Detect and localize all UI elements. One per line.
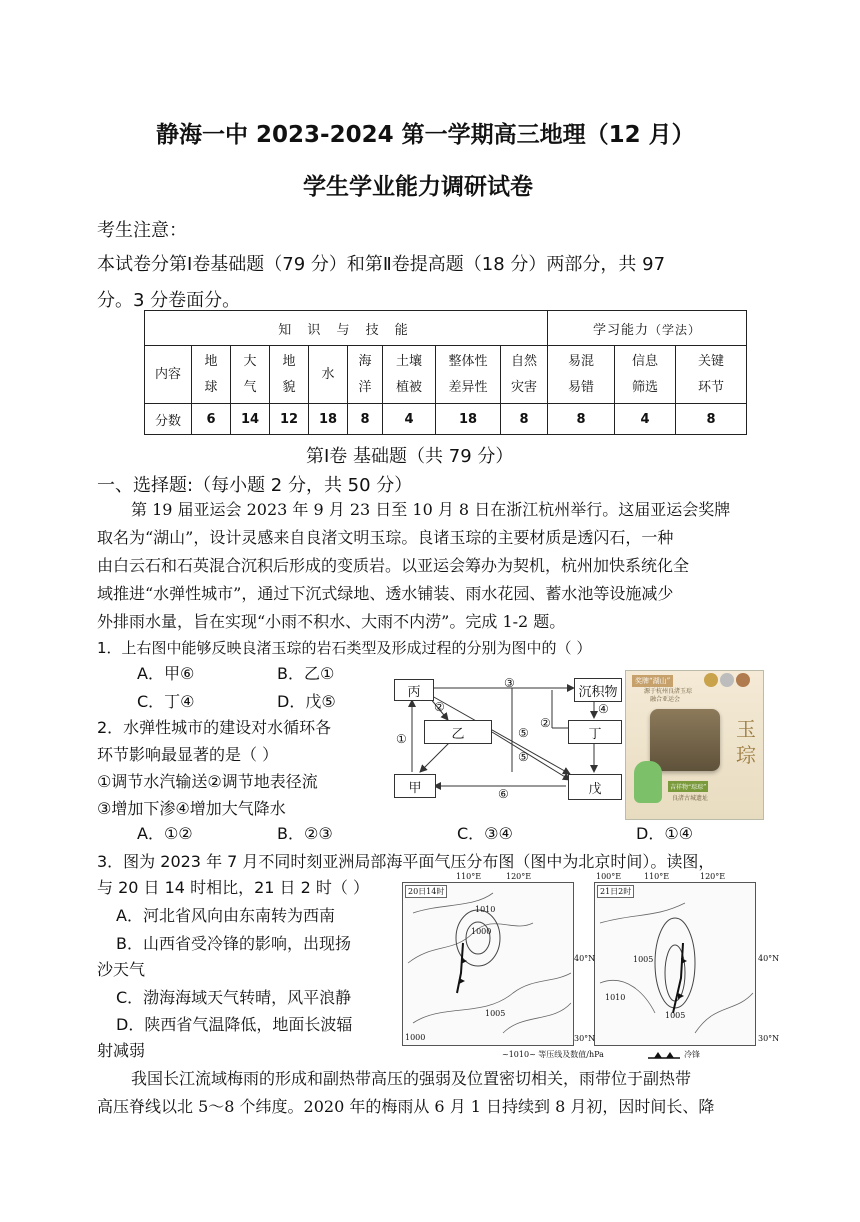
q3-stem-line2: 与 20 日 14 时相比，21 日 2 时（ ） (97, 878, 369, 897)
poster-glyph-2: 琮 (736, 743, 756, 767)
q1-option-d: D．戊⑤ (277, 692, 336, 711)
node-yi: 乙 (424, 720, 492, 744)
intro-line: 外排雨水量，旨在实现“小雨不积水、大雨不内涝”。完成 1-2 题。 (97, 612, 566, 631)
map2-lon-120: 120°E (700, 872, 726, 881)
label-4: ④ (598, 702, 609, 716)
jade-cong-poster (625, 670, 764, 820)
label-2b: ② (540, 716, 551, 730)
legend-isobar: ~1010~ 等压线及数值/hPa (502, 1050, 604, 1059)
node-sediment: 沉积物 (574, 678, 622, 702)
poster-mascot-tag: 吉祥物“琮琮” (668, 781, 708, 792)
label-3: ③ (504, 676, 515, 690)
jade-cong-image (650, 709, 720, 771)
score-cell: 14 (231, 404, 270, 435)
q3-stem-line1: 3．图为 2023 年 7 月不同时刻亚洲局部海平面气压分布图（图中为北京时间）。读图， (97, 852, 715, 871)
node-jia: 甲 (394, 774, 436, 798)
q1-option-b: B．乙① (277, 664, 335, 683)
map1-lat-30: 30°N (574, 1034, 596, 1043)
q3-option-b-line1: B．山西省受冷锋的影响，出现扬 (116, 934, 351, 953)
score-table-score-row (145, 404, 747, 435)
map2-time: 21日2时 (597, 885, 634, 898)
meiyu-line: 高压脊线以北 5～8 个纬度。2020 年的梅雨从 6 月 1 日持续到 8 月初，因时间长、降 (97, 1097, 715, 1116)
map2-lon-110: 110°E (644, 872, 670, 881)
page-title: 静海一中 2023-2024 第一学期高三地理（12 月） (156, 122, 695, 148)
score-table-content-row (145, 346, 747, 404)
col-info: 信息 筛选 (615, 346, 676, 404)
q1-option-a: A．甲⑥ (137, 664, 195, 683)
q2-option-a: A．①② (137, 824, 193, 843)
q2-option-c: C．③④ (457, 824, 513, 843)
page-subtitle: 学生学业能力调研试卷 (303, 174, 533, 200)
col-earth: 地 球 (192, 346, 231, 404)
q3-option-d-line2: 射减弱 (97, 1041, 146, 1060)
col-key: 关键 环节 (676, 346, 747, 404)
intro-line: 第 19 届亚运会 2023 年 9 月 23 日至 10 月 8 日在浙江杭州举行。这届亚运会奖牌 (131, 500, 731, 519)
map2-lon-100: 100°E (596, 872, 622, 881)
notice-label: 考生注意： (97, 220, 187, 241)
col-water: 水 (309, 346, 348, 404)
score-cell: 8 (348, 404, 383, 435)
col-soil: 土壤 植被 (383, 346, 436, 404)
poster-top-tag: 奖牌“湖山” (632, 675, 673, 687)
weather-map-2-isobars (595, 883, 755, 1045)
col-integrity: 整体性 差异性 (436, 346, 501, 404)
poster-subtext-2: 融合亚运会 (650, 696, 681, 703)
map1-lat-40: 40°N (574, 954, 596, 963)
map1-1000-low: 1000 (471, 927, 492, 936)
score-cell: 4 (383, 404, 436, 435)
score-cell: 8 (676, 404, 747, 435)
score-cell: 8 (501, 404, 548, 435)
mascot-icon (634, 761, 662, 803)
score-cell: 4 (615, 404, 676, 435)
notice-line2: 分。3 分卷面分。 (97, 290, 241, 311)
q2-option-b: B．②③ (277, 824, 333, 843)
node-bing: 丙 (394, 679, 434, 701)
q2-option-d: D．①④ (636, 824, 694, 843)
col-confusion: 易混 易错 (548, 346, 615, 404)
q3-option-c: C．渤海海域天气转晴，风平浪静 (116, 988, 352, 1007)
node-wu: 戊 (568, 774, 622, 800)
score-cell: 12 (270, 404, 309, 435)
poster-subtext-1: 源于杭州良渚玉琮 (644, 688, 693, 695)
q2-items-line1: ①调节水汽输送②调节地表径流 (97, 772, 318, 791)
q2-stem-line1: 2．水弹性城市的建设对水循环各 (97, 718, 332, 737)
map2-lat-40: 40°N (758, 954, 780, 963)
weather-map-2 (594, 882, 756, 1046)
map1-lon-110: 110°E (456, 872, 482, 881)
cold-front-legend-icon (648, 1050, 680, 1060)
poster-bottom-text: 良渚古城遗址 (672, 795, 709, 802)
map1-time: 20日14时 (405, 885, 447, 898)
poster-glyph-1: 玉 (736, 717, 756, 741)
group-knowledge: 知 识 与 技 能 (145, 311, 548, 346)
rock-cycle-diagram (382, 676, 622, 806)
map2-1010: 1010 (605, 993, 626, 1002)
score-table (144, 310, 747, 435)
map1-1010: 1010 (475, 905, 496, 914)
group-ability-note: （学法） (649, 322, 702, 337)
legend-front: 冷锋 (684, 1050, 700, 1059)
notice-line1: 本试卷分第Ⅰ卷基础题（79 分）和第Ⅱ卷提高题（18 分）两部分，共 97 (97, 254, 666, 275)
map1-1000: 1000 (405, 1033, 426, 1042)
col-atmosphere: 大 气 (231, 346, 270, 404)
col-disaster: 自然 灾害 (501, 346, 548, 404)
q1-option-c: C．丁④ (137, 692, 195, 711)
intro-line: 由白云石和石英混合沉积后形成的变质岩。以亚运会筹办为契机，杭州加快系统化全 (97, 556, 690, 575)
intro-line: 取名为“湖山”，设计灵感来自良渚文明玉琮。良诸玉琮的主要材质是透闪石，一种 (97, 528, 674, 547)
bronze-medal-icon (736, 673, 750, 687)
q3-option-d-line1: D．陕西省气温降低，地面长波辐 (116, 1015, 353, 1034)
q2-stem-line2: 环节影响最显著的是（ ） (97, 745, 279, 764)
intro-line: 域推进“水弹性城市”，通过下沉式绿地、透水铺装、雨水花园、蓄水池等设施减少 (97, 584, 674, 603)
weather-map-1 (402, 882, 574, 1046)
score-table-group-row (145, 311, 747, 346)
score-cell: 18 (436, 404, 501, 435)
score-cell: 6 (192, 404, 231, 435)
map2-1005-b: 1005 (665, 1011, 686, 1020)
q3-option-b-line2: 沙天气 (97, 960, 146, 979)
score-label: 分数 (145, 404, 192, 435)
score-cell: 8 (548, 404, 615, 435)
q3-option-a: A．河北省风向由东南转为西南 (116, 906, 335, 925)
meiyu-line: 我国长江流域梅雨的形成和副热带高压的强弱及位置密切相关，雨带位于副热带 (131, 1069, 692, 1088)
map1-1005: 1005 (485, 1009, 506, 1018)
label-2: ② (434, 700, 445, 714)
col-ocean: 海 洋 (348, 346, 383, 404)
node-ding: 丁 (568, 720, 622, 744)
score-cell: 18 (309, 404, 348, 435)
label-5a: ⑤ (518, 726, 529, 740)
silver-medal-icon (720, 673, 734, 687)
content-label: 内容 (145, 346, 192, 404)
weather-maps (398, 872, 788, 1064)
map2-1005: 1005 (633, 955, 654, 964)
section-heading: 第Ⅰ卷 基础题（共 79 分） (306, 446, 514, 467)
label-5b: ⑤ (518, 750, 529, 764)
q1-stem: 1．上右图中能够反映良渚玉琮的岩石类型及形成过程的分别为图中的（ ） (97, 639, 592, 657)
col-landform: 地 貌 (270, 346, 309, 404)
q2-items-line2: ③增加下渗④增加大气降水 (97, 799, 286, 818)
map1-lon-120: 120°E (506, 872, 532, 881)
part-heading: 一、选择题:（每小题 2 分，共 50 分） (97, 475, 413, 496)
gold-medal-icon (704, 673, 718, 687)
label-6: ⑥ (498, 787, 509, 801)
label-1: ① (396, 732, 407, 746)
map2-lat-30: 30°N (758, 1034, 780, 1043)
group-ability-label: 学习能力 (592, 322, 649, 338)
group-ability (548, 311, 747, 346)
